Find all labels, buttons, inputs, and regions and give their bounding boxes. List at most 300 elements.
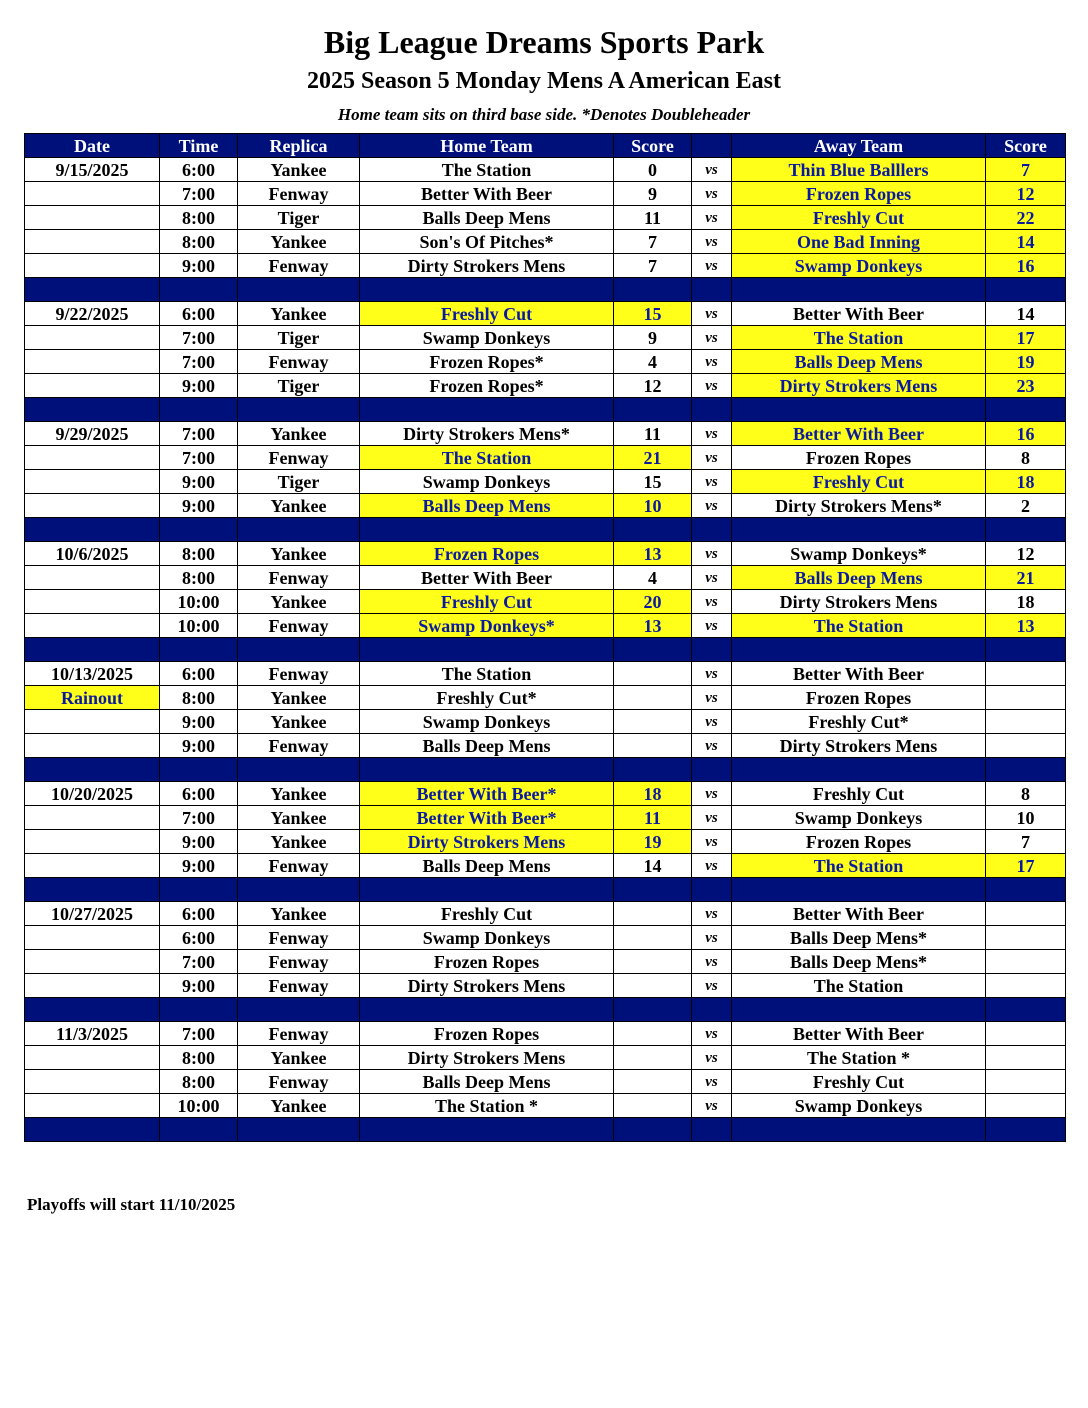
game-date [25,326,160,350]
game-date: 9/22/2025 [25,302,160,326]
game-row [25,662,1066,686]
away-team: One Bad Inning [732,230,986,254]
home-team: The Station [360,662,614,686]
vs-label: vs [692,326,732,350]
game-row [25,1046,1066,1070]
game-date: 10/13/2025 [25,662,160,686]
home-score: 20 [614,590,692,614]
separator-cell [986,518,1066,542]
separator-cell [732,278,986,302]
separator-cell [614,878,692,902]
away-score: 18 [986,470,1066,494]
game-row [25,614,1066,638]
separator-cell [692,638,732,662]
game-replica: Fenway [238,662,360,686]
separator-cell [360,398,614,422]
away-score: 8 [986,446,1066,470]
separator-cell [25,1118,160,1142]
game-time: 8:00 [160,1070,238,1094]
game-time: 8:00 [160,1046,238,1070]
separator-cell [360,1118,614,1142]
game-replica: Yankee [238,710,360,734]
separator-cell [692,758,732,782]
home-score: 15 [614,470,692,494]
home-score: 0 [614,158,692,182]
game-row [25,422,1066,446]
game-row [25,182,1066,206]
separator-cell [692,398,732,422]
separator-cell [692,518,732,542]
game-replica: Yankee [238,422,360,446]
home-team: Frozen Ropes [360,950,614,974]
separator-cell [986,638,1066,662]
home-team: Balls Deep Mens [360,494,614,518]
home-score: 19 [614,830,692,854]
game-row [25,710,1066,734]
home-score: 7 [614,254,692,278]
col-header-away-team: Away Team [732,134,986,158]
game-date [25,974,160,998]
header-row [25,134,1066,158]
home-team: Frozen Ropes* [360,374,614,398]
separator-cell [160,878,238,902]
game-time: 10:00 [160,590,238,614]
game-date [25,350,160,374]
separator-cell [692,278,732,302]
game-replica: Fenway [238,974,360,998]
week-separator-row [25,638,1066,662]
week-separator-row [25,758,1066,782]
game-row [25,230,1066,254]
separator-cell [238,518,360,542]
away-score: 14 [986,302,1066,326]
game-time: 7:00 [160,806,238,830]
home-score: 13 [614,542,692,566]
game-replica: Yankee [238,902,360,926]
separator-cell [25,878,160,902]
game-replica: Fenway [238,926,360,950]
game-time: 9:00 [160,974,238,998]
game-date [25,230,160,254]
game-date [25,1070,160,1094]
separator-cell [614,1118,692,1142]
game-row [25,806,1066,830]
separator-cell [732,878,986,902]
game-time: 8:00 [160,230,238,254]
game-row [25,542,1066,566]
home-score: 9 [614,326,692,350]
vs-label: vs [692,374,732,398]
vs-label: vs [692,710,732,734]
separator-cell [986,878,1066,902]
away-team: Frozen Ropes [732,830,986,854]
col-header-replica: Replica [238,134,360,158]
home-team: Dirty Strokers Mens [360,830,614,854]
home-team: Balls Deep Mens [360,734,614,758]
home-score [614,734,692,758]
game-row [25,494,1066,518]
home-team: Balls Deep Mens [360,1070,614,1094]
game-replica: Yankee [238,782,360,806]
separator-cell [238,398,360,422]
vs-label: vs [692,974,732,998]
game-row [25,830,1066,854]
separator-cell [692,1118,732,1142]
home-team: Swamp Donkeys* [360,614,614,638]
game-row [25,350,1066,374]
away-team: The Station [732,614,986,638]
home-score [614,710,692,734]
vs-label: vs [692,926,732,950]
separator-cell [986,998,1066,1022]
col-header-home-team: Home Team [360,134,614,158]
vs-label: vs [692,350,732,374]
home-team: Swamp Donkeys [360,926,614,950]
game-row [25,566,1066,590]
home-score: 11 [614,422,692,446]
game-date [25,926,160,950]
page-subtitle: 2025 Season 5 Monday Mens A American East [306,68,782,94]
home-team: Balls Deep Mens [360,854,614,878]
home-score: 7 [614,230,692,254]
away-team: Better With Beer [732,1022,986,1046]
game-time: 9:00 [160,710,238,734]
away-score [986,902,1066,926]
separator-cell [614,638,692,662]
game-row [25,926,1066,950]
separator-cell [692,998,732,1022]
game-date [25,446,160,470]
game-replica: Yankee [238,542,360,566]
home-team: Frozen Ropes* [360,350,614,374]
game-row [25,1094,1066,1118]
away-team: Swamp Donkeys* [732,542,986,566]
vs-label: vs [692,854,732,878]
separator-cell [25,278,160,302]
col-header-time: Time [160,134,238,158]
away-team: Freshly Cut [732,470,986,494]
home-team: Frozen Ropes [360,1022,614,1046]
away-score [986,950,1066,974]
away-score [986,926,1066,950]
game-replica: Fenway [238,350,360,374]
away-score: 17 [986,854,1066,878]
home-team: Freshly Cut* [360,686,614,710]
separator-cell [160,998,238,1022]
game-time: 6:00 [160,662,238,686]
separator-cell [25,998,160,1022]
game-replica: Yankee [238,590,360,614]
vs-label: vs [692,1022,732,1046]
game-time: 7:00 [160,422,238,446]
separator-cell [238,1118,360,1142]
home-team: The Station [360,446,614,470]
home-team: Swamp Donkeys [360,710,614,734]
game-replica: Yankee [238,230,360,254]
game-time: 7:00 [160,350,238,374]
game-date: 10/27/2025 [25,902,160,926]
week-separator-row [25,998,1066,1022]
away-team: The Station [732,326,986,350]
game-replica: Tiger [238,470,360,494]
game-replica: Tiger [238,326,360,350]
away-team: Dirty Strokers Mens* [732,494,986,518]
vs-label: vs [692,422,732,446]
game-replica: Yankee [238,1046,360,1070]
game-replica: Yankee [238,806,360,830]
vs-label: vs [692,254,732,278]
vs-label: vs [692,230,732,254]
away-team: Dirty Strokers Mens [732,734,986,758]
col-header-home-score: Score [614,134,692,158]
col-header-away-score: Score [986,134,1066,158]
game-row [25,326,1066,350]
game-row [25,974,1066,998]
game-time: 7:00 [160,950,238,974]
separator-cell [360,758,614,782]
away-team: Freshly Cut [732,206,986,230]
game-time: 9:00 [160,254,238,278]
separator-cell [160,398,238,422]
vs-label: vs [692,590,732,614]
game-replica: Fenway [238,950,360,974]
home-team: Balls Deep Mens [360,206,614,230]
game-time: 8:00 [160,206,238,230]
separator-cell [732,518,986,542]
game-date [25,374,160,398]
game-time: 10:00 [160,614,238,638]
away-team: The Station [732,854,986,878]
away-score: 18 [986,590,1066,614]
home-score: 9 [614,182,692,206]
vs-label: vs [692,1046,732,1070]
game-time: 7:00 [160,446,238,470]
home-team: Son's Of Pitches* [360,230,614,254]
game-date [25,806,160,830]
away-score: 10 [986,806,1066,830]
game-time: 8:00 [160,686,238,710]
game-date: 10/6/2025 [25,542,160,566]
away-score: 19 [986,350,1066,374]
game-time: 9:00 [160,830,238,854]
separator-cell [986,278,1066,302]
game-date [25,566,160,590]
separator-cell [360,518,614,542]
vs-label: vs [692,734,732,758]
game-replica: Tiger [238,206,360,230]
home-score: 4 [614,566,692,590]
home-score [614,1070,692,1094]
away-score: 22 [986,206,1066,230]
away-team: Swamp Donkeys [732,1094,986,1118]
home-score [614,950,692,974]
away-team: Swamp Donkeys [732,806,986,830]
game-time: 6:00 [160,782,238,806]
away-score: 2 [986,494,1066,518]
game-row [25,590,1066,614]
game-replica: Fenway [238,182,360,206]
game-time: 7:00 [160,182,238,206]
game-date [25,254,160,278]
home-score [614,1046,692,1070]
home-team: Dirty Strokers Mens* [360,422,614,446]
game-time: 9:00 [160,854,238,878]
away-team: Balls Deep Mens* [732,926,986,950]
separator-cell [160,1118,238,1142]
separator-cell [238,758,360,782]
home-team: Dirty Strokers Mens [360,254,614,278]
game-date [25,470,160,494]
col-header-date: Date [25,134,160,158]
away-score: 8 [986,782,1066,806]
game-replica: Fenway [238,614,360,638]
vs-label: vs [692,782,732,806]
separator-cell [238,878,360,902]
separator-cell [160,758,238,782]
vs-label: vs [692,182,732,206]
separator-cell [732,758,986,782]
game-time: 6:00 [160,902,238,926]
week-separator-row [25,518,1066,542]
away-score: 17 [986,326,1066,350]
separator-cell [692,878,732,902]
separator-cell [160,278,238,302]
home-team: Better With Beer [360,182,614,206]
vs-label: vs [692,1094,732,1118]
separator-cell [614,398,692,422]
home-team: Freshly Cut [360,302,614,326]
home-team: Better With Beer* [360,806,614,830]
home-score: 18 [614,782,692,806]
vs-label: vs [692,446,732,470]
away-team: Dirty Strokers Mens [732,590,986,614]
away-score: 12 [986,542,1066,566]
game-time: 6:00 [160,926,238,950]
col-header-vs [692,134,732,158]
away-team: The Station [732,974,986,998]
home-team: Dirty Strokers Mens [360,1046,614,1070]
away-score: 7 [986,158,1066,182]
vs-label: vs [692,950,732,974]
vs-label: vs [692,494,732,518]
home-score [614,974,692,998]
game-replica: Yankee [238,830,360,854]
separator-cell [238,638,360,662]
game-replica: Fenway [238,254,360,278]
game-replica: Fenway [238,1022,360,1046]
game-date [25,710,160,734]
game-time: 9:00 [160,470,238,494]
separator-cell [732,638,986,662]
away-score [986,974,1066,998]
vs-label: vs [692,302,732,326]
separator-cell [25,518,160,542]
away-score [986,710,1066,734]
vs-label: vs [692,470,732,494]
separator-cell [160,638,238,662]
vs-label: vs [692,614,732,638]
home-score: 12 [614,374,692,398]
away-score: 7 [986,830,1066,854]
away-score: 16 [986,422,1066,446]
game-time: 6:00 [160,158,238,182]
away-team: Frozen Ropes [732,182,986,206]
home-team: Freshly Cut [360,902,614,926]
away-score [986,686,1066,710]
away-score: 16 [986,254,1066,278]
away-team: Freshly Cut* [732,710,986,734]
away-score [986,1094,1066,1118]
game-replica: Fenway [238,854,360,878]
game-row [25,854,1066,878]
game-date: 9/15/2025 [25,158,160,182]
away-team: Freshly Cut [732,782,986,806]
away-team: Swamp Donkeys [732,254,986,278]
away-team: Thin Blue Balllers [732,158,986,182]
game-date [25,1094,160,1118]
week-separator-row [25,878,1066,902]
home-score [614,1094,692,1118]
home-score [614,686,692,710]
home-score: 11 [614,206,692,230]
week-separator-row [25,398,1066,422]
schedule-table [24,133,1066,1142]
away-team: Frozen Ropes [732,446,986,470]
game-date [25,206,160,230]
away-score [986,662,1066,686]
vs-label: vs [692,686,732,710]
vs-label: vs [692,542,732,566]
separator-cell [732,1118,986,1142]
game-date: 9/29/2025 [25,422,160,446]
game-time: 8:00 [160,566,238,590]
vs-label: vs [692,1070,732,1094]
home-team: Better With Beer* [360,782,614,806]
game-row [25,734,1066,758]
game-row [25,302,1066,326]
away-score: 13 [986,614,1066,638]
away-team: Better With Beer [732,662,986,686]
game-replica: Yankee [238,494,360,518]
week-separator-row [25,1118,1066,1142]
separator-cell [238,998,360,1022]
separator-cell [614,278,692,302]
vs-label: vs [692,806,732,830]
rainout-badge: Rainout [25,686,160,710]
home-score: 13 [614,614,692,638]
away-team: Better With Beer [732,302,986,326]
vs-label: vs [692,902,732,926]
home-team: The Station [360,158,614,182]
home-score: 14 [614,854,692,878]
schedule-body [25,158,1066,1142]
away-team: Balls Deep Mens [732,350,986,374]
away-team: Balls Deep Mens* [732,950,986,974]
game-time: 9:00 [160,734,238,758]
home-team: Dirty Strokers Mens [360,974,614,998]
away-score [986,1070,1066,1094]
home-team: Freshly Cut [360,590,614,614]
game-row [25,158,1066,182]
vs-label: vs [692,206,732,230]
separator-cell [360,638,614,662]
game-date [25,182,160,206]
separator-cell [732,998,986,1022]
home-team: Swamp Donkeys [360,326,614,350]
game-date: 11/3/2025 [25,1022,160,1046]
away-score [986,734,1066,758]
home-score: 21 [614,446,692,470]
